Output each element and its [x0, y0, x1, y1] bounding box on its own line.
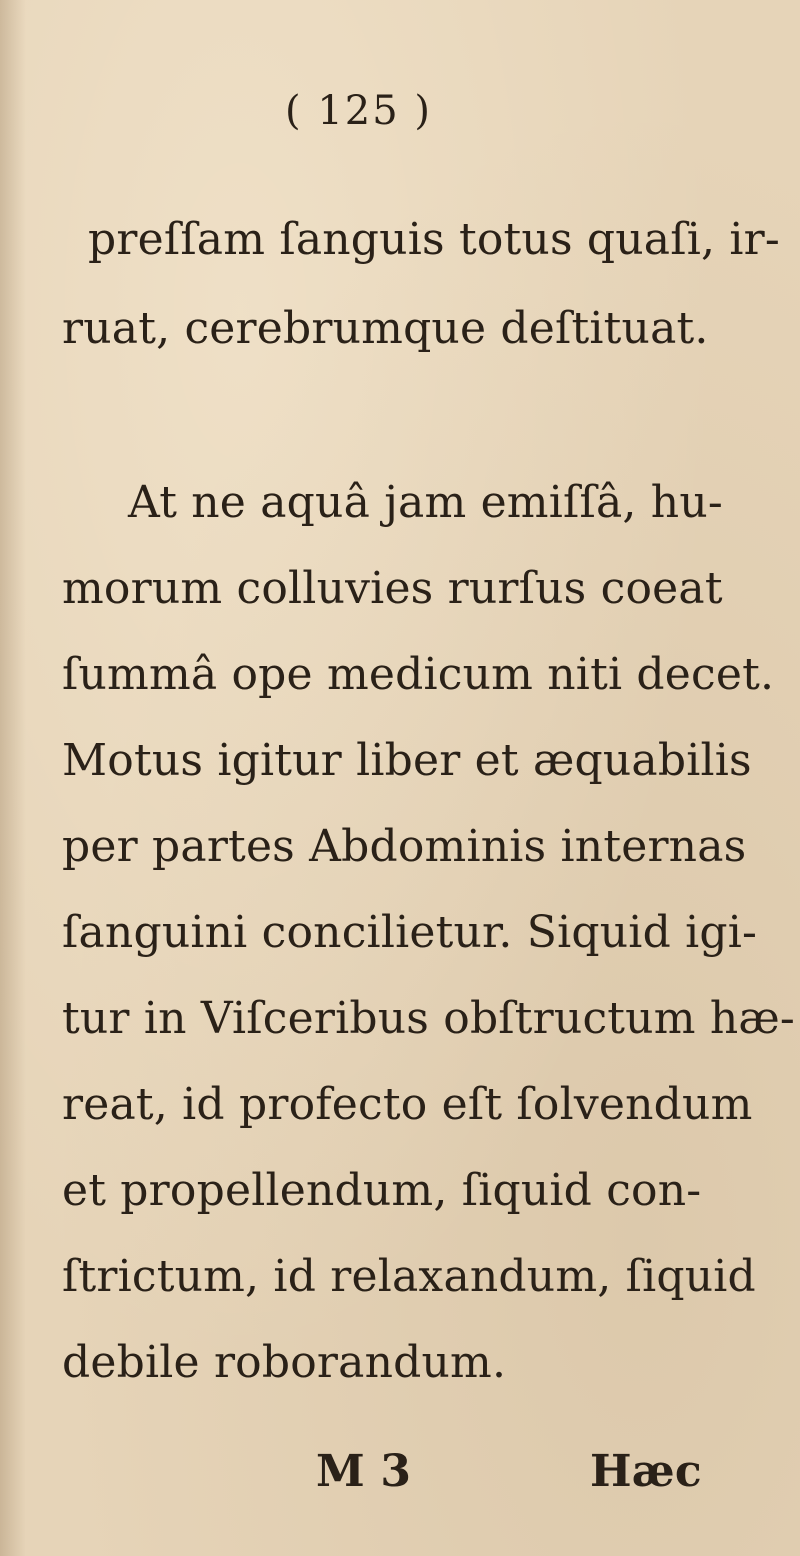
page-number: ( 125 ): [285, 88, 432, 134]
text-line: et propellendum, ſiquid con-: [62, 1165, 702, 1216]
text-line: debile roborandum.: [62, 1337, 507, 1388]
text-line: Motus igitur liber et æquabilis: [62, 735, 752, 786]
text-line: reat, id profecto eſt ſolvendum: [62, 1079, 753, 1130]
signature-mark: M 3: [316, 1446, 412, 1497]
text-line: ruat, cerebrumque deſtituat.: [62, 303, 709, 354]
catchword: Hæc: [590, 1446, 702, 1497]
page-gutter-shadow: [0, 0, 26, 1556]
text-line: preſſam ſanguis totus quaſi, ir-: [88, 214, 780, 265]
text-line: ſummâ ope medicum niti decet.: [62, 649, 775, 700]
text-line: per partes Abdominis internas: [62, 821, 747, 872]
text-line: tur in Viſceribus obſtructum hæ-: [62, 993, 795, 1044]
text-line: morum colluvies rurſus coeat: [62, 563, 723, 614]
text-line: At ne aquâ jam emiſſâ, hu-: [128, 477, 723, 528]
text-line: ſtrictum, id relaxandum, ſiquid: [62, 1251, 756, 1302]
text-line: ſanguini concilietur. Siquid igi-: [62, 907, 758, 958]
